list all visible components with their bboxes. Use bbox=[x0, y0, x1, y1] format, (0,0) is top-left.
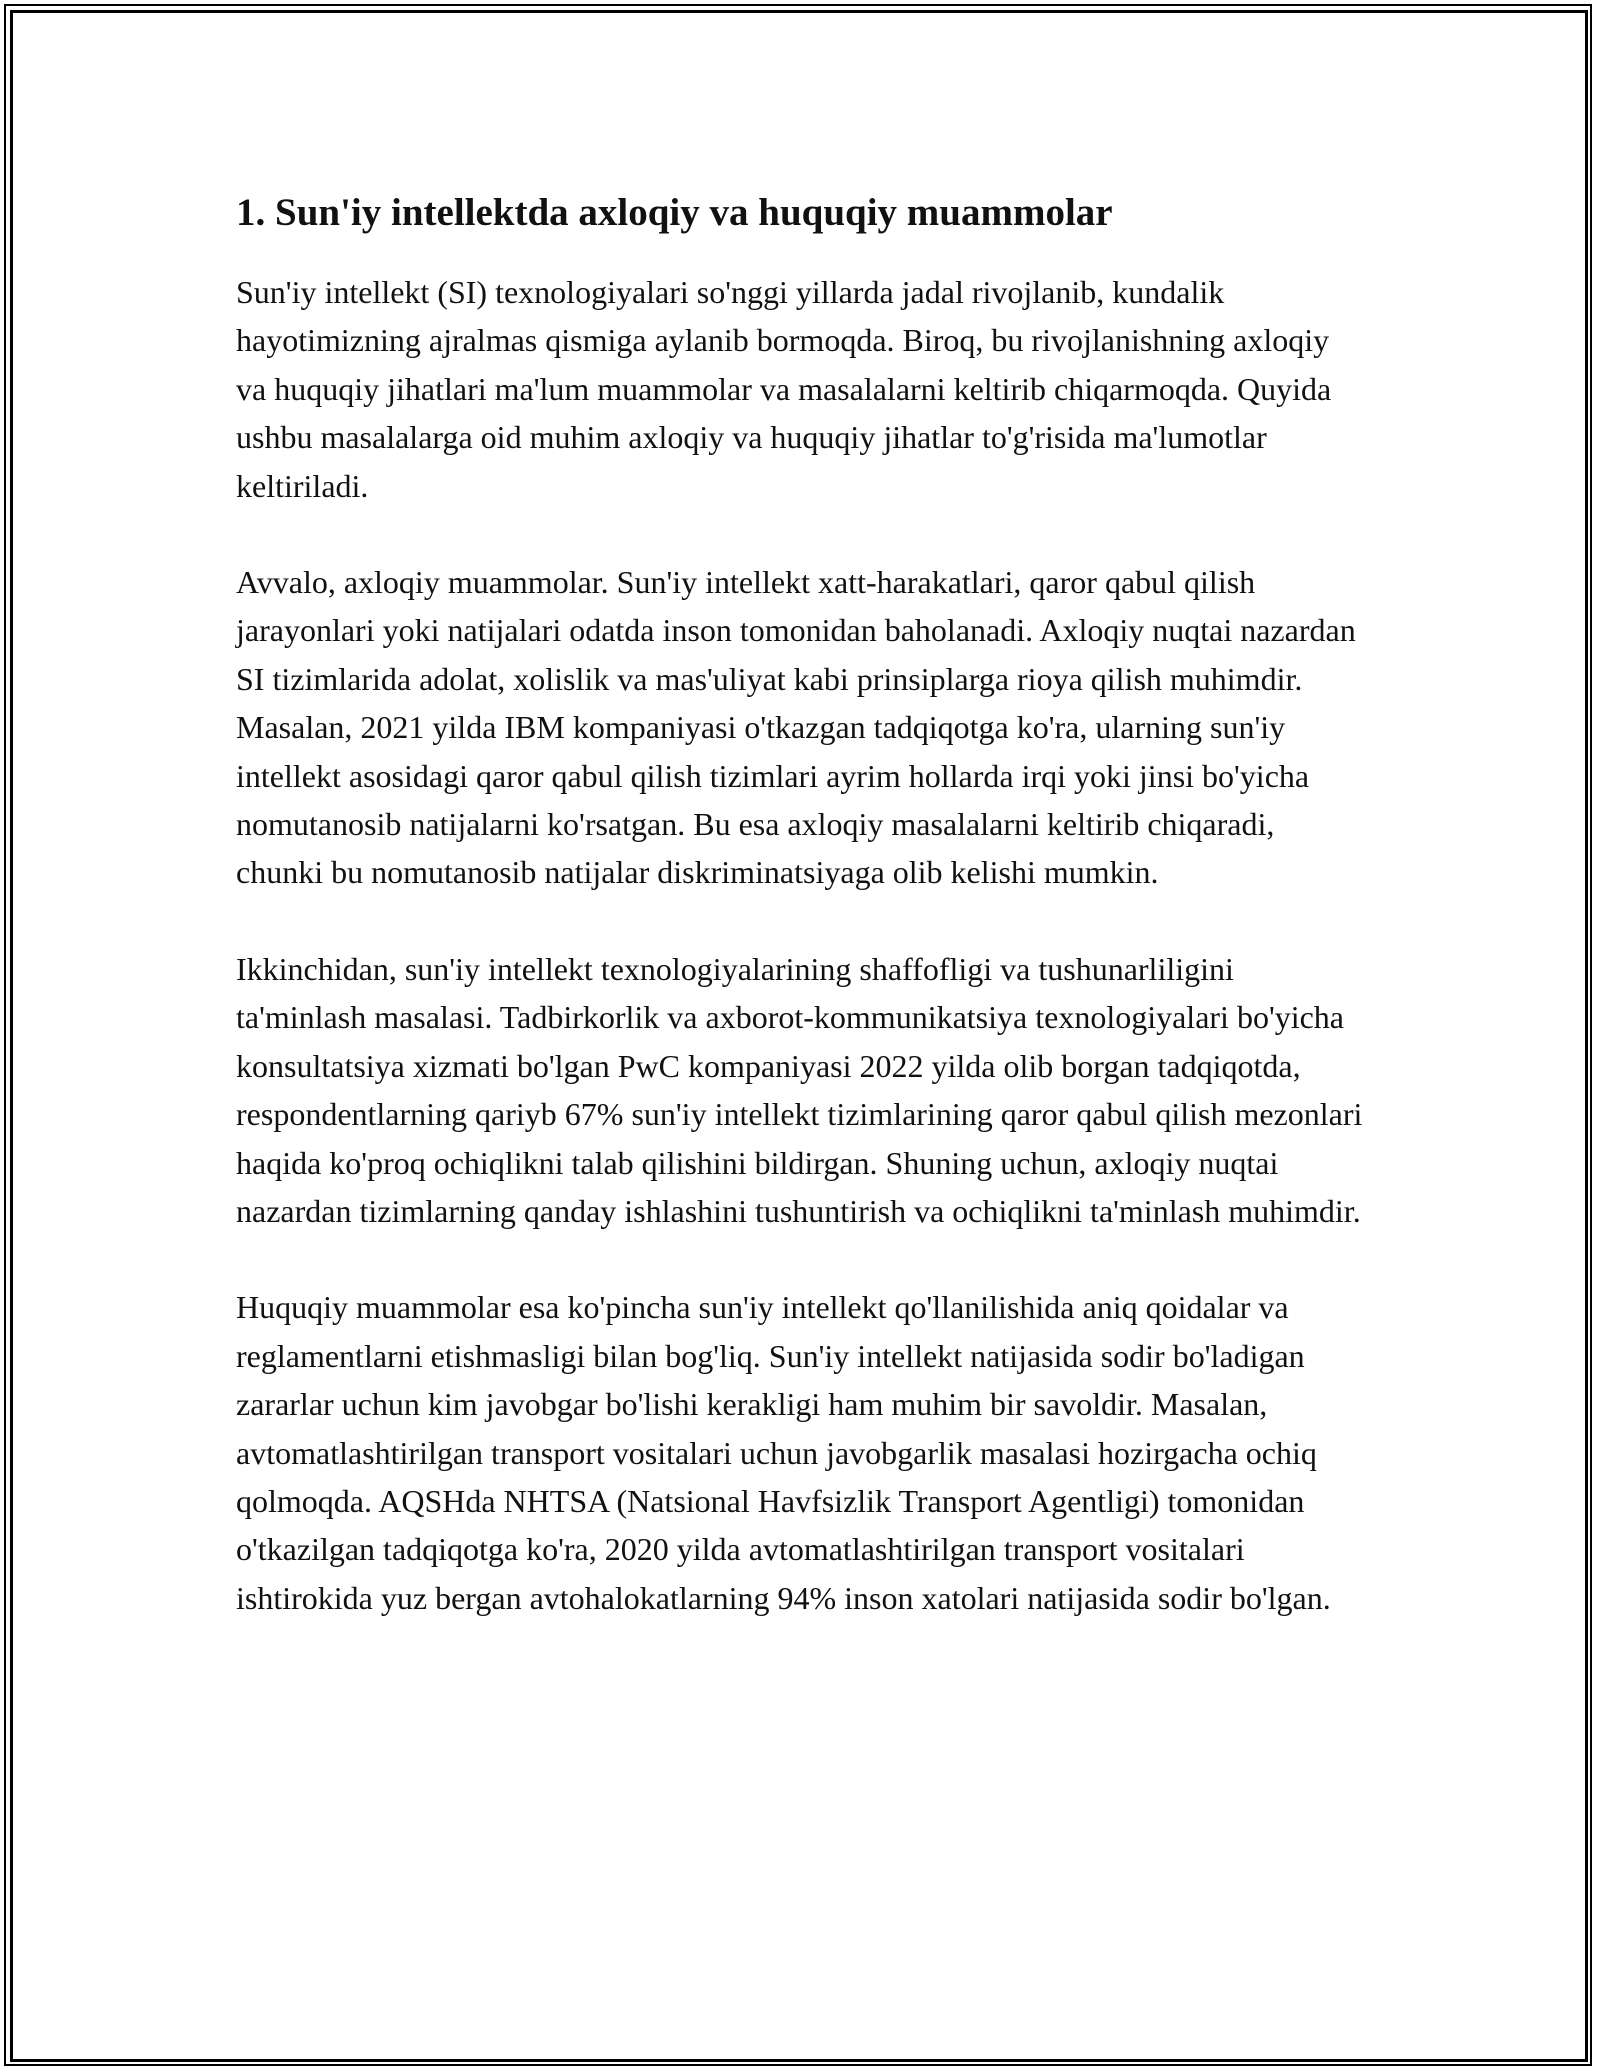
paragraph-legal-issues: Huquqiy muammolar esa ko'pincha sun'iy intellekt qo'llanilishida aniq qoidalar va reglamentlarni etishmasligi bilan bog'liq. Sun'iy intellekt natijasida sodir bo'ladigan zararlar uchun kim javobgar bo'lishi kerakligi ham muhim bir savoldir. Masalan, avtomatlashtirilgan transport vositalari uchun javobgarlik masalasi hozirgacha ochiq qolmoqda. AQSHda NHTSA (Natsional Havfsizlik Transport Agentligi) tomonidan o'tkazilgan tadqiqotga ko'ra, 2020 yilda avtomatlashtirilgan transport vositalari ishtirokida yuz bergan avtohalokatlarning 94% inson xatolari natijasida sodir bo'lgan. bbox=[236, 1289, 1331, 1616]
section-heading: 1. Sun'iy intellektda axloqiy va huquqiy muammolar bbox=[236, 191, 1113, 234]
document-body bbox=[236, 184, 1366, 1670]
paragraph-ethical-issues: Avvalo, axloqiy muammolar. Sun'iy intellekt xatt-harakatlari, qaror qabul qilish jarayonlari yoki natijalari odatda inson tomonidan baholanadi. Axloqiy nuqtai nazardan SI tizimlarida adolat, xolislik va mas'uliyat kabi prinsiplarga rioya qilish muhimdir. Masalan, 2021 yilda IBM kompaniyasi o'tkazgan tadqiqotga ko'ra, ularning sun'iy intellekt asosidagi qaror qabul qilish tizimlari ayrim hollarda irqi yoki jinsi bo'yicha nomutanosib natijalarni ko'rsatgan. Bu esa axloqiy masalalarni keltirib chiqaradi, chunki bu nomutanosib natijalar diskriminatsiyaga olib kelishi mumkin. bbox=[236, 564, 1356, 891]
paragraph-transparency: Ikkinchidan, sun'iy intellekt texnologiyalarining shaffofligi va tushunarliligini ta'minlash masalasi. Tadbirkorlik va axborot-kommunikatsiya texnologiyalari bo'yicha konsultatsiya xizmati bo'lgan PwC kompaniyasi 2022 yilda olib borgan tadqiqotda, respondentlarning qariyb 67% sun'iy intellekt tizimlarining qaror qabul qilish mezonlari haqida ko'proq ochiqlikni talab qilishini bildirgan. Shuning uchun, axloqiy nuqtai nazardan tizimlarning qanday ishlashini tushuntirish va ochiqlikni ta'minlash muhimdir. bbox=[236, 950, 1363, 1229]
paragraph-intro: Sun'iy intellekt (SI) texnologiyalari so'nggi yillarda jadal rivojlanib, kundalik hayotimizning ajralmas qismiga aylanib bormoqda. Biroq, bu rivojlanishning axloqiy va huquqiy jihatlari ma'lum muammolar va masalalarni keltirib chiqarmoqda. Quyida ushbu masalalarga oid muhim axloqiy va huquqiy jihatlar to'g'risida ma'lumotlar keltiriladi. bbox=[236, 274, 1332, 504]
